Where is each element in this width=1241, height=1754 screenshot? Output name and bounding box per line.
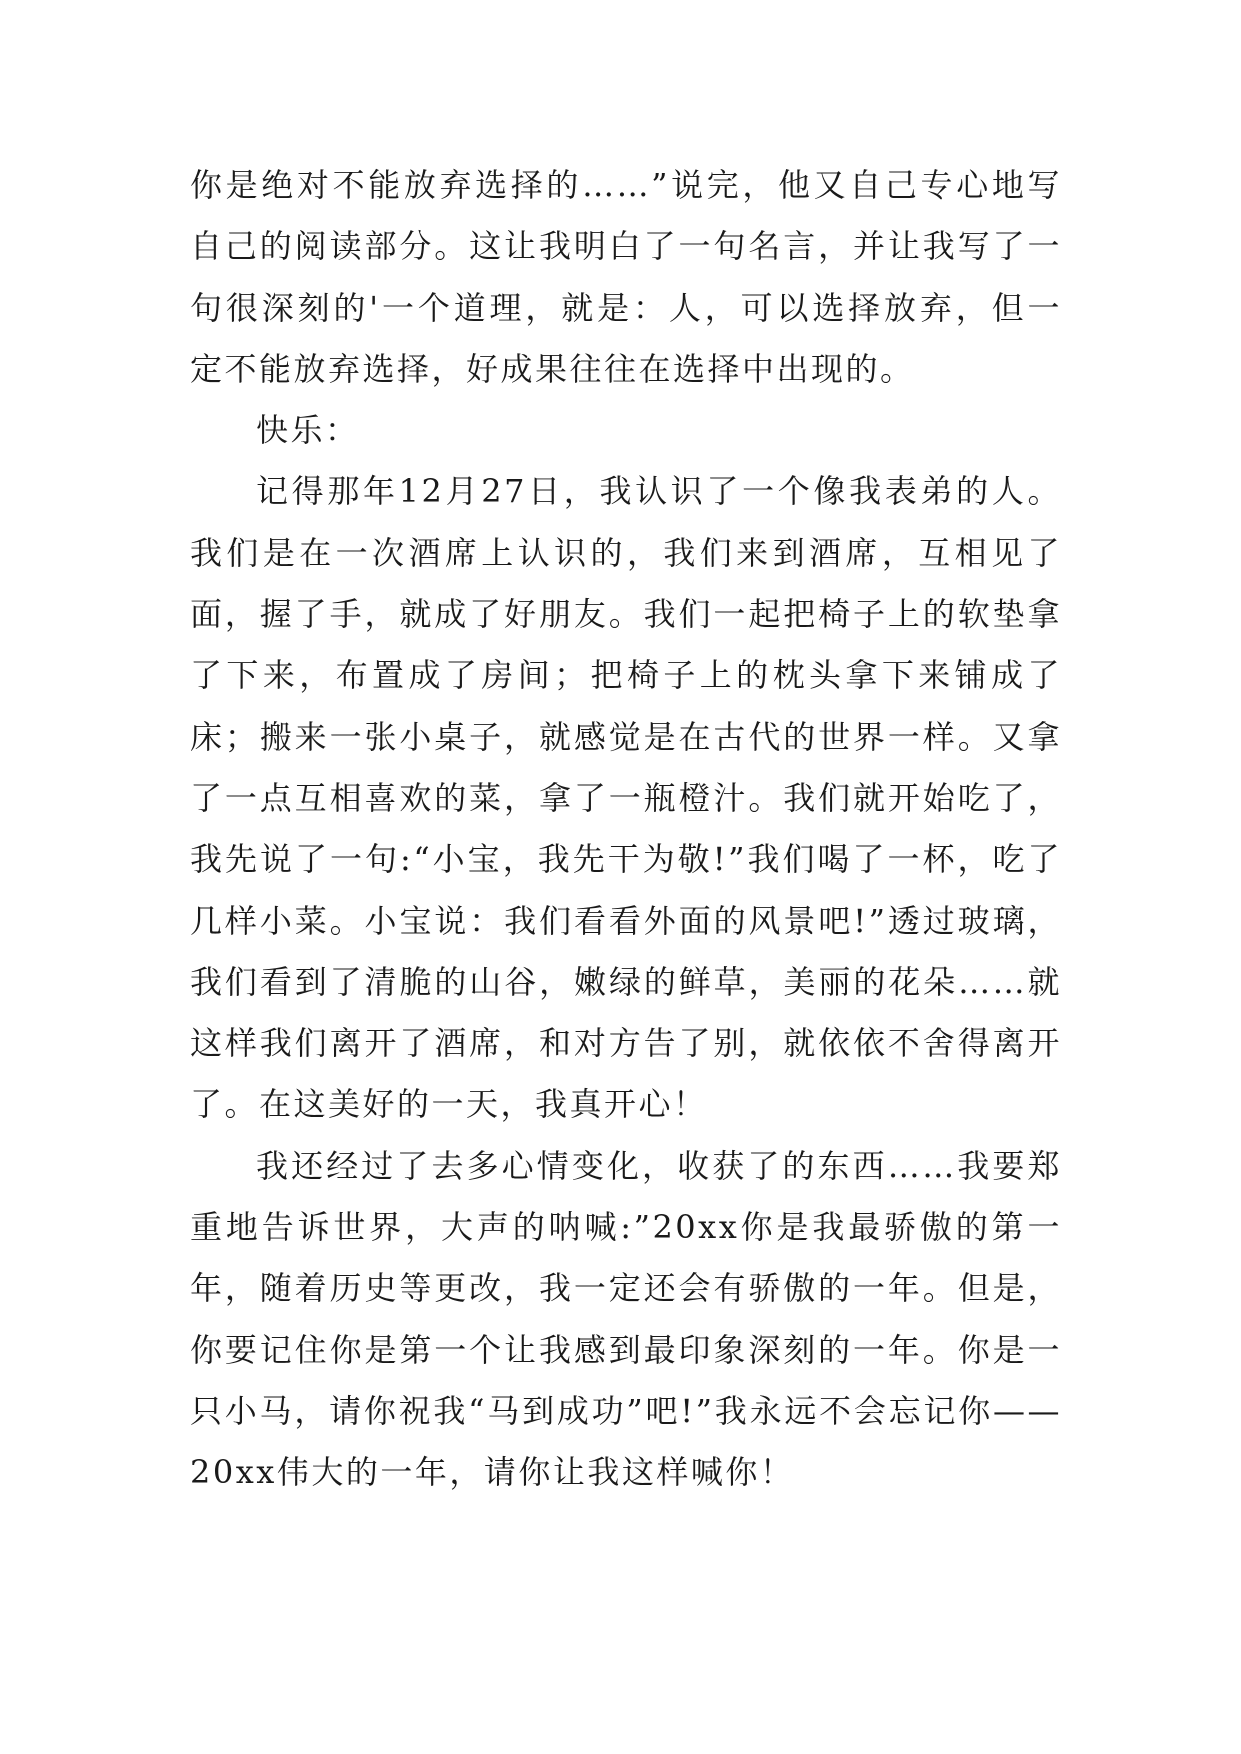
- section-heading-happiness: 快乐：: [256, 411, 360, 450]
- paragraph-year-reflection: 我还经过了去多心情变化，收获了的东西……我要郑重地告诉世界，大声的呐喊:”20xx你是我最骄傲的第一年，随着历史等更改，我一定还会有骄傲的一年。但是，你要记住你是第一个让我感到最印象深刻的一年。你是一只小马，请你祝我“马到成功”吧!”我永远不会忘记你——20xx伟大的一年，请你让我这样喊你！: [190, 1146, 1062, 1492]
- paragraph-banquet-story: 记得那年12月27日，我认识了一个像我表弟的人。我们是在一次酒席上认识的，我们来到酒席，互相见了面，握了手，就成了好朋友。我们一起把椅子上的软垫拿了下来，布置成了房间；把椅子上的枕头拿下来铺成了床；搬来一张小桌子，就感觉是在古代的世界一样。又拿了一点互相喜欢的菜，拿了一瓶橙汁。我们就开始吃了，我先说了一句:“小宝，我先干为敬!”我们喝了一杯，吃了几样小菜。小宝说：我们看看外面的风景吧!”透过玻璃，我们看到了清脆的山谷，嫩绿的鲜草，美丽的花朵……就这样我们离开了酒席，和对方告了别，就依依不舍得离开了。在这美好的一天，我真开心！: [190, 472, 1062, 1124]
- paragraph-choice-conclusion: 你是绝对不能放弃选择的……”说完，他又自己专心地写自己的阅读部分。这让我明白了一句名言，并让我写了一句很深刻的'一个道理，就是：人，可以选择放弃，但一定不能放弃选择，好成果往往在选择中出现的。: [190, 166, 1062, 388]
- document-body: [190, 155, 1062, 1504]
